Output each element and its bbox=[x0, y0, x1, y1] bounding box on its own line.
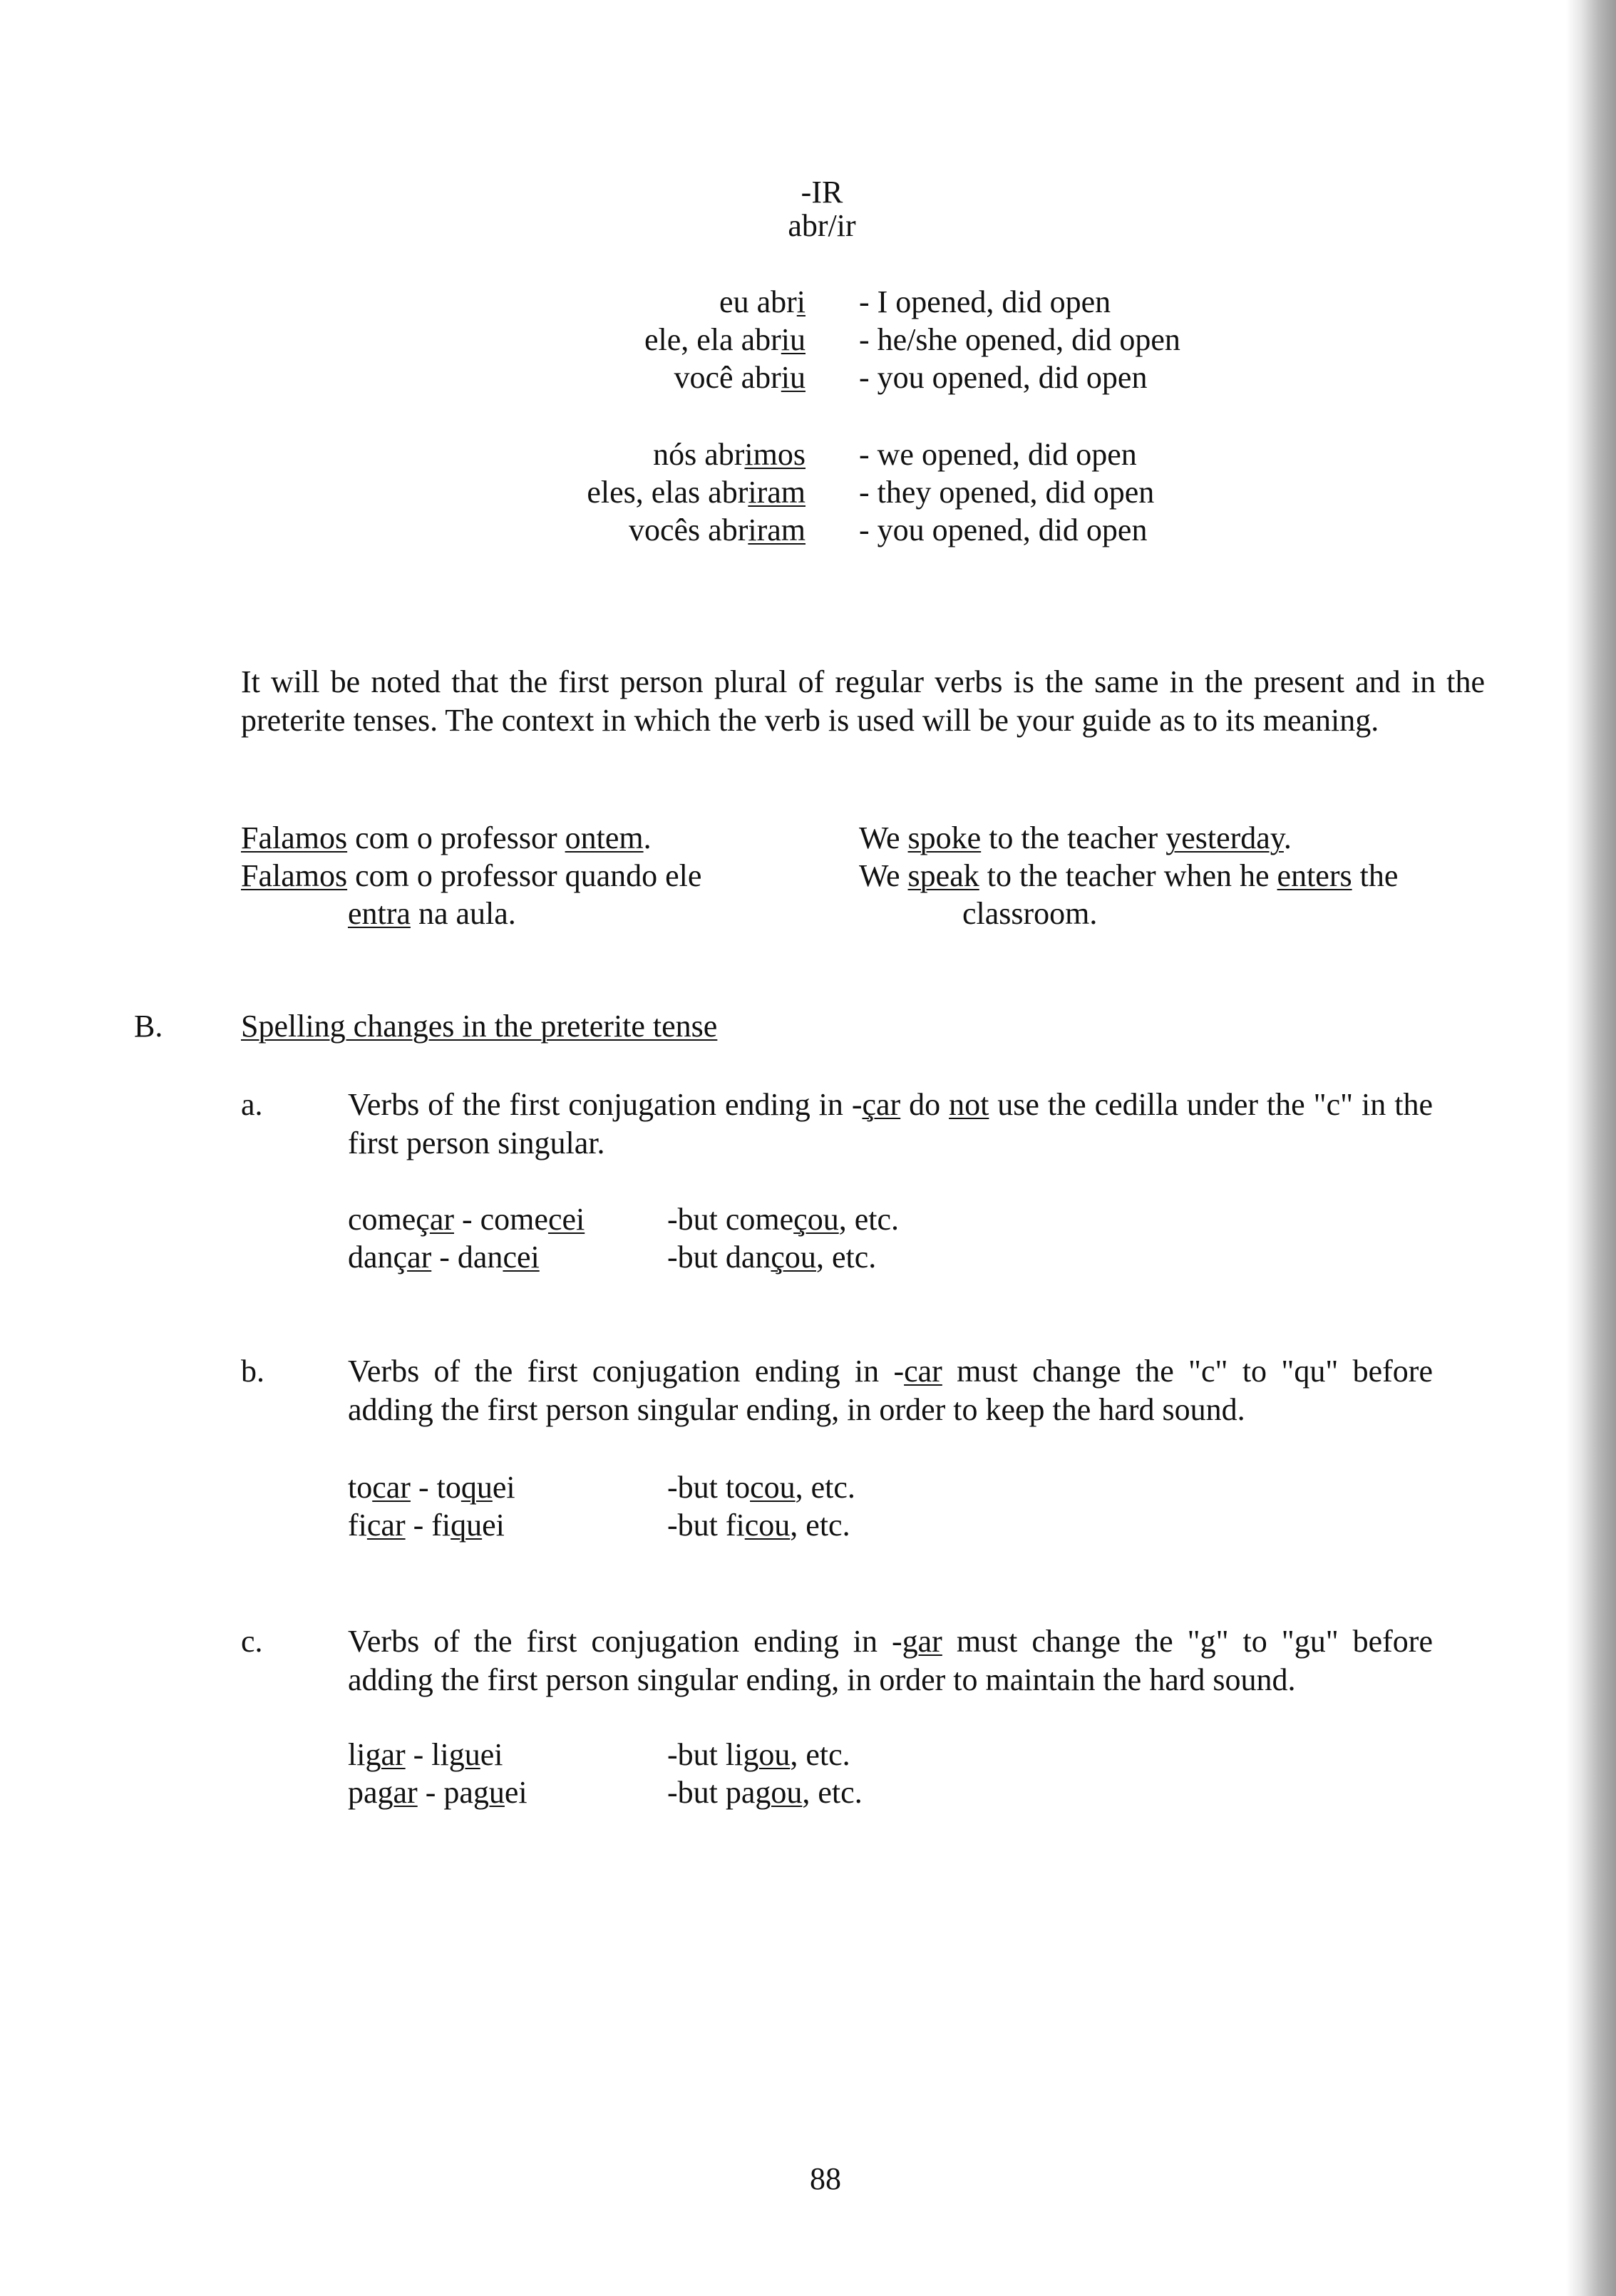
example-pt-2: Falamos com o professor quando ele bbox=[241, 858, 702, 893]
conjugation-form: eles, elas abriram bbox=[587, 475, 806, 510]
example-left: pagar - paguei bbox=[348, 1775, 527, 1810]
conjugation-form: nós abrimos bbox=[653, 437, 806, 472]
example-left: dançar - dancei bbox=[348, 1240, 540, 1275]
conjugation-gloss: - I opened, did open bbox=[859, 284, 1111, 319]
example-right: -but pagou, etc. bbox=[667, 1775, 863, 1810]
example-en-2-cont: classroom. bbox=[962, 896, 1098, 931]
example-pt-2-cont: entra na aula. bbox=[348, 896, 516, 931]
conjugation-gloss: - they opened, did open bbox=[859, 475, 1155, 510]
section-title: Spelling changes in the preterite tense bbox=[241, 1009, 718, 1044]
section-letter: B. bbox=[134, 1009, 163, 1044]
example-right: -but dançou, etc. bbox=[667, 1240, 877, 1275]
verb-heading: abr/ir bbox=[788, 208, 856, 243]
conjugation-gloss: - we opened, did open bbox=[859, 437, 1137, 472]
conjugation-form: eu abri bbox=[719, 284, 806, 319]
item-a-text: Verbs of the first conjugation ending in -çar do not use the cedilla under the "c" in the first person singular. bbox=[348, 1087, 1433, 1160]
example-en-1: We spoke to the teacher yesterday. bbox=[859, 820, 1292, 855]
page-edge-shadow bbox=[1566, 0, 1616, 2296]
item-b-text: Verbs of the first conjugation ending in -car must change the "c" to "qu" before adding the first person singular ending, in order to keep the hard sound. bbox=[348, 1354, 1433, 1427]
example-left: começar - comecei bbox=[348, 1202, 585, 1237]
item-label: c. bbox=[241, 1624, 263, 1659]
item-c-text: Verbs of the first conjugation ending in -gar must change the "g" to "gu" before adding the first person singular ending, in order to maintain the hard sound. bbox=[348, 1624, 1433, 1697]
conjugation-form: vocês abriram bbox=[628, 513, 806, 547]
example-en-2: We speak to the teacher when he enters the bbox=[859, 858, 1399, 893]
conjugation-gloss: - you opened, did open bbox=[859, 360, 1148, 395]
conjugation-gloss: - he/she opened, did open bbox=[859, 322, 1180, 357]
item-label: a. bbox=[241, 1087, 263, 1122]
page-number: 88 bbox=[810, 2161, 841, 2196]
ir-heading: -IR bbox=[801, 175, 843, 210]
example-right: -but ficou, etc. bbox=[667, 1508, 850, 1543]
conjugation-form: você abriu bbox=[674, 360, 806, 395]
conjugation-form: ele, ela abriu bbox=[644, 322, 806, 357]
example-left: tocar - toquei bbox=[348, 1470, 515, 1505]
example-right: -but começou, etc. bbox=[667, 1202, 899, 1237]
example-left: ficar - fiquei bbox=[348, 1508, 505, 1543]
example-right: -but tocou, etc. bbox=[667, 1470, 855, 1505]
example-pt-1: Falamos com o professor ontem. bbox=[241, 820, 652, 855]
example-right: -but ligou, etc. bbox=[667, 1737, 850, 1772]
item-label: b. bbox=[241, 1354, 264, 1389]
example-left: ligar - liguei bbox=[348, 1737, 503, 1772]
note-paragraph: It will be noted that the first person plural of regular verbs is the same in the present and in the preterite tenses. The context in which the verb is used will be your guide as to its meaning. bbox=[241, 664, 1485, 738]
conjugation-gloss: - you opened, did open bbox=[859, 513, 1148, 547]
